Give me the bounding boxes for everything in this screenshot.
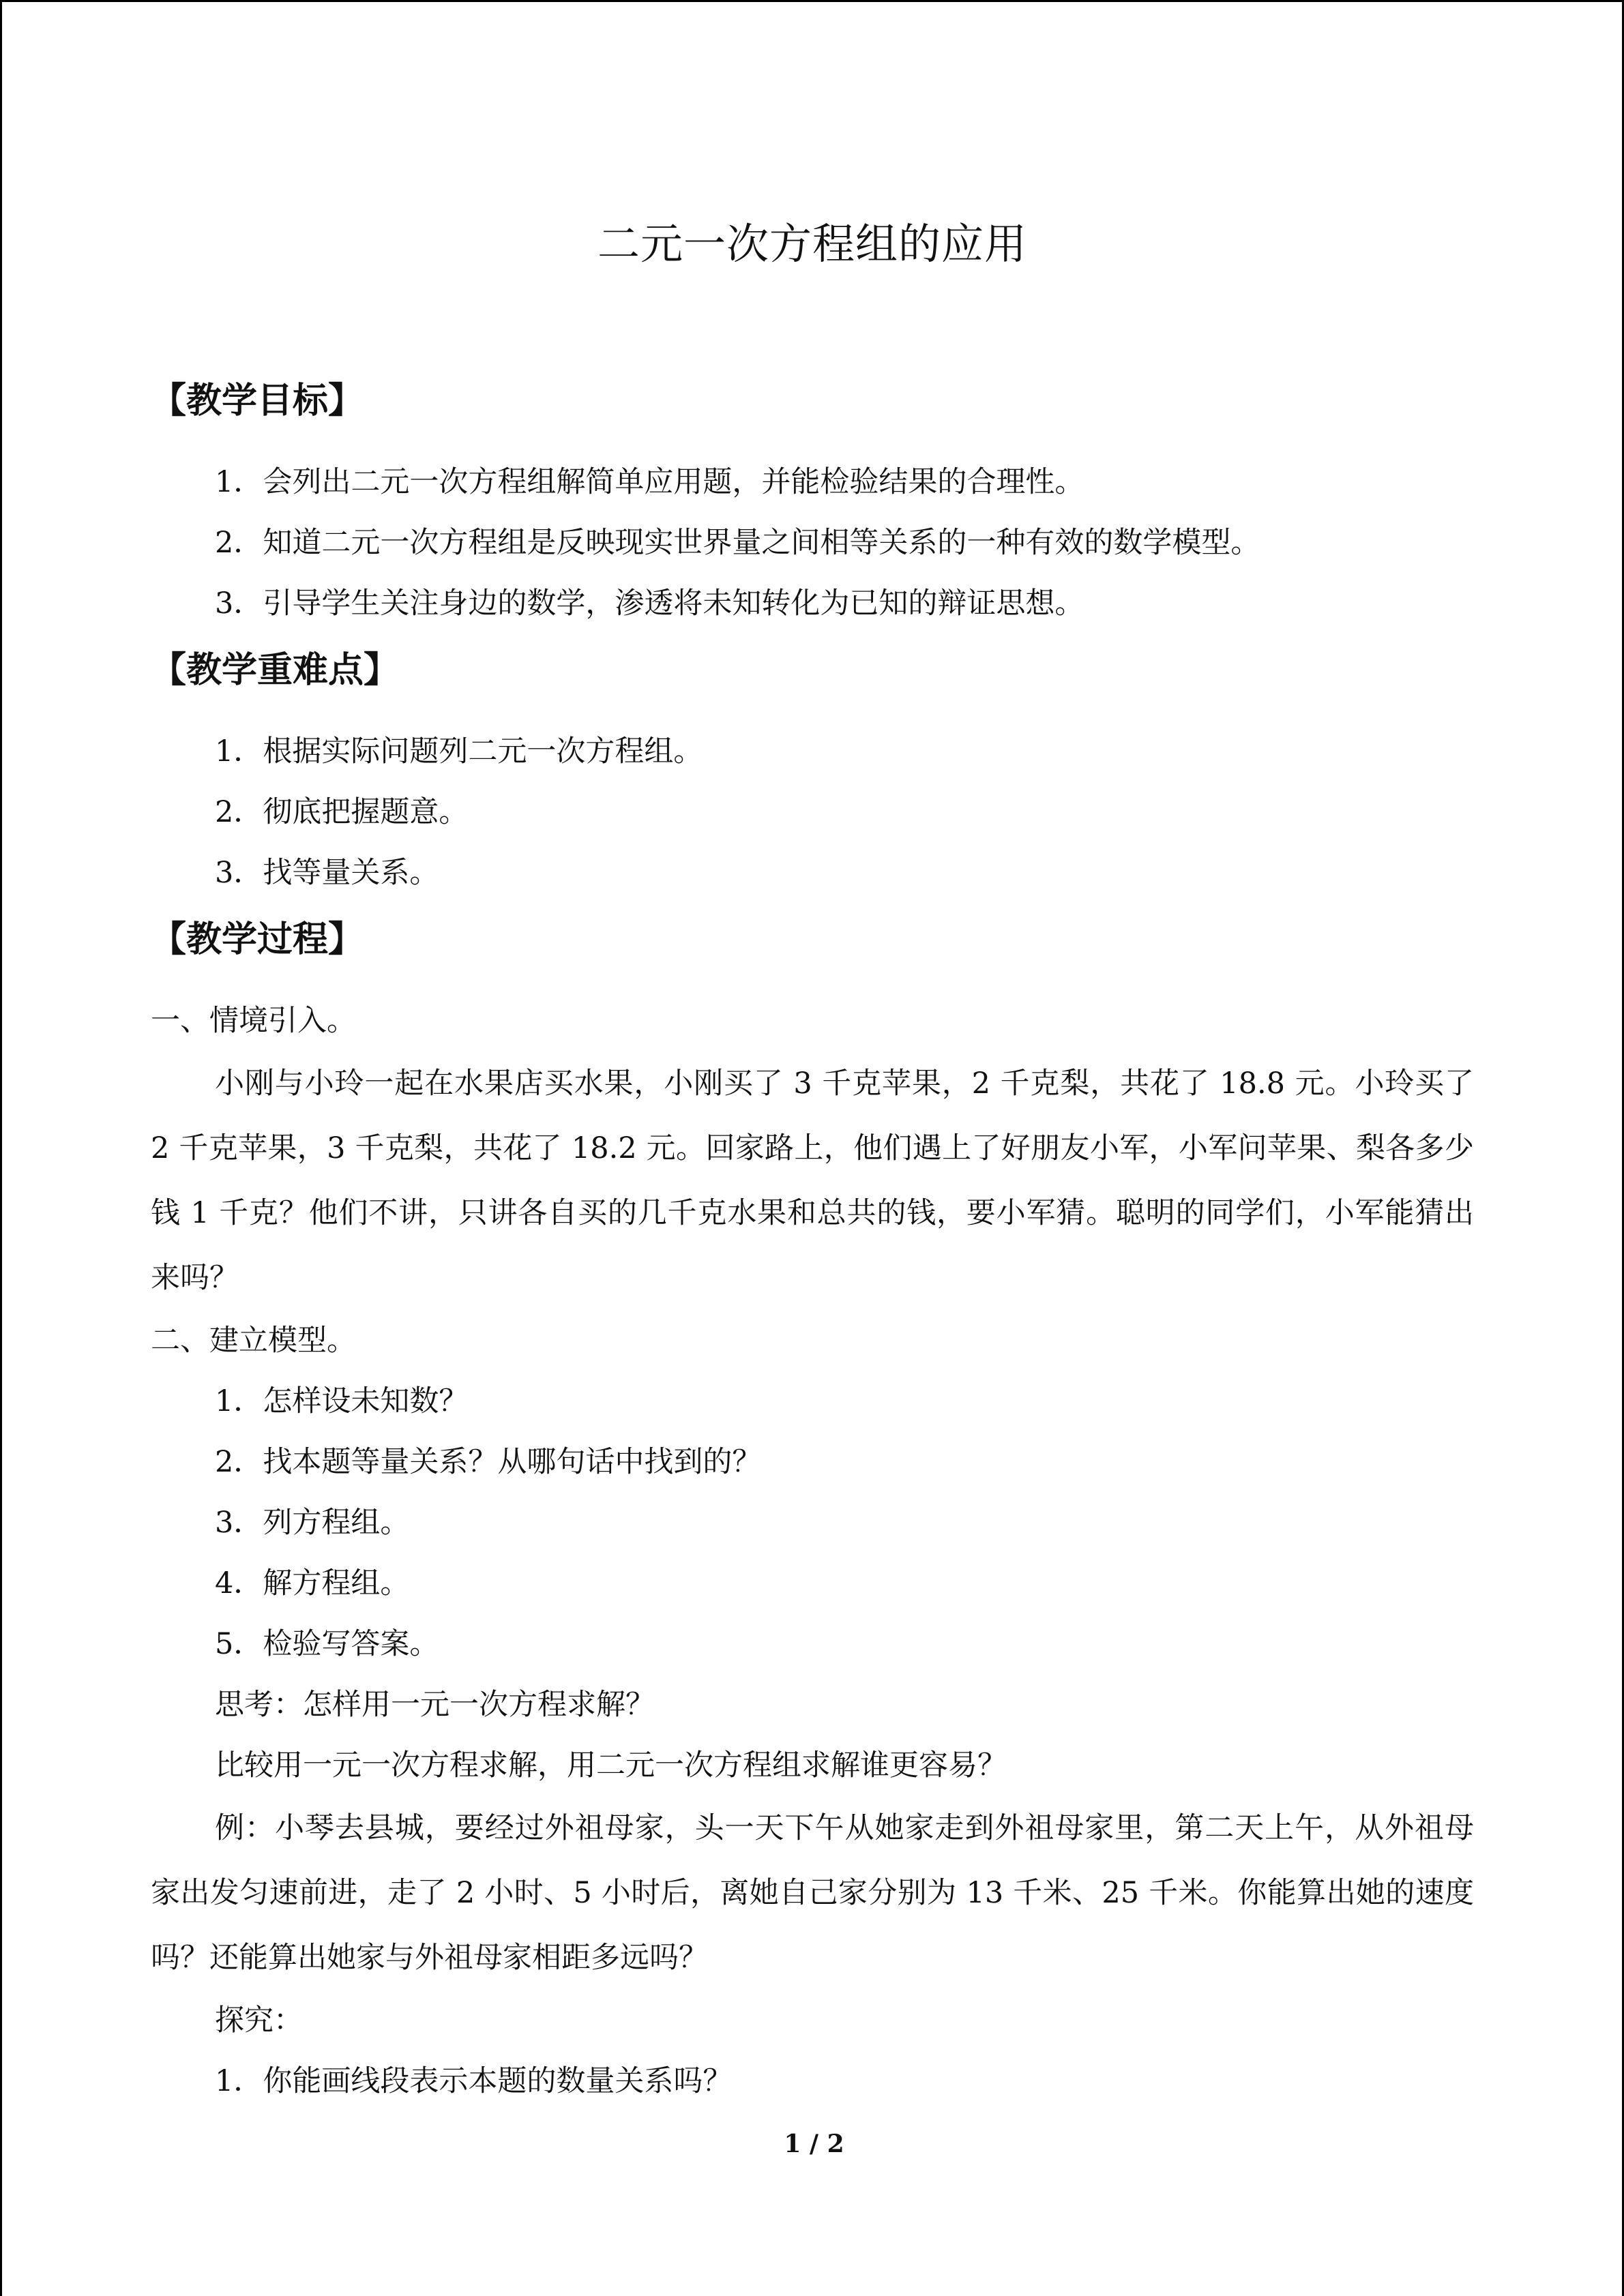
part1-title: 一、情境引入。	[151, 1004, 356, 1038]
process-heading: 【教学过程】	[151, 919, 364, 960]
explore-item: 1．你能画线段表示本题的数量关系吗？	[215, 2064, 733, 2098]
goal-item: 3．引导学生关注身边的数学，渗透将未知转化为已知的辩证思想。	[215, 586, 1084, 621]
goal-item: 2．知道二元一次方程组是反映现实世界量之间相等关系的一种有效的数学模型。	[215, 526, 1260, 560]
goals-heading: 【教学目标】	[151, 381, 364, 421]
model-step: 5．检验写答案。	[215, 1627, 439, 1661]
key-point-item: 3．找等量关系。	[215, 856, 439, 890]
document-content	[151, 203, 1474, 2112]
model-step: 1．怎样设未知数？	[215, 1384, 469, 1418]
key-points-section	[151, 640, 1474, 904]
goal-item: 1．会列出二元一次方程组解简单应用题，并能检验结果的合理性。	[215, 465, 1084, 499]
think-question: 思考：怎样用一元一次方程求解？	[215, 1688, 655, 1722]
model-step: 4．解方程组。	[215, 1566, 410, 1600]
part2-title: 二、建立模型。	[151, 1324, 356, 1358]
key-points-heading: 【教学重难点】	[151, 650, 400, 691]
model-step: 2．找本题等量关系？从哪句话中找到的？	[215, 1445, 762, 1479]
key-point-item: 1．根据实际问题列二元一次方程组。	[215, 734, 703, 769]
document-title: 二元一次方程组的应用	[597, 219, 1027, 269]
compare-question: 比较用一元一次方程求解，用二元一次方程组求解谁更容易？	[215, 1748, 1007, 1783]
page-number: 1 / 2	[784, 2130, 844, 2158]
model-step: 3．列方程组。	[215, 1506, 410, 1540]
key-point-item: 2．彻底把握题意。	[215, 795, 469, 829]
process-section	[151, 909, 1474, 2112]
explore-label: 探究：	[215, 2003, 303, 2038]
part1-paragraph: 小刚与小玲一起在水果店买水果，小刚买了 3 千克苹果，2 千克梨，共花了 18.8 元。小玲买了 2 千克苹果，3 千克梨，共花了 18.2 元。回家路上，他们遇上了好朋友小军，小军问苹果、梨各多少钱 1 千克？他们不讲，只讲各自买的几千克水果和总共的钱，要小军猜。聪明的同学们，小军能猜出来吗？	[151, 1067, 1474, 1295]
example-paragraph: 例：小琴去县城，要经过外祖母家，头一天下午从她家走到外祖母家里，第二天上午，从外祖母家出发匀速前进，走了 2 小时、5 小时后，离她自己家分别为 13 千米、25 千米。你能算出她的速度吗？还能算出她家与外祖母家相距多远吗？	[151, 1811, 1474, 1975]
goals-section	[151, 370, 1474, 634]
